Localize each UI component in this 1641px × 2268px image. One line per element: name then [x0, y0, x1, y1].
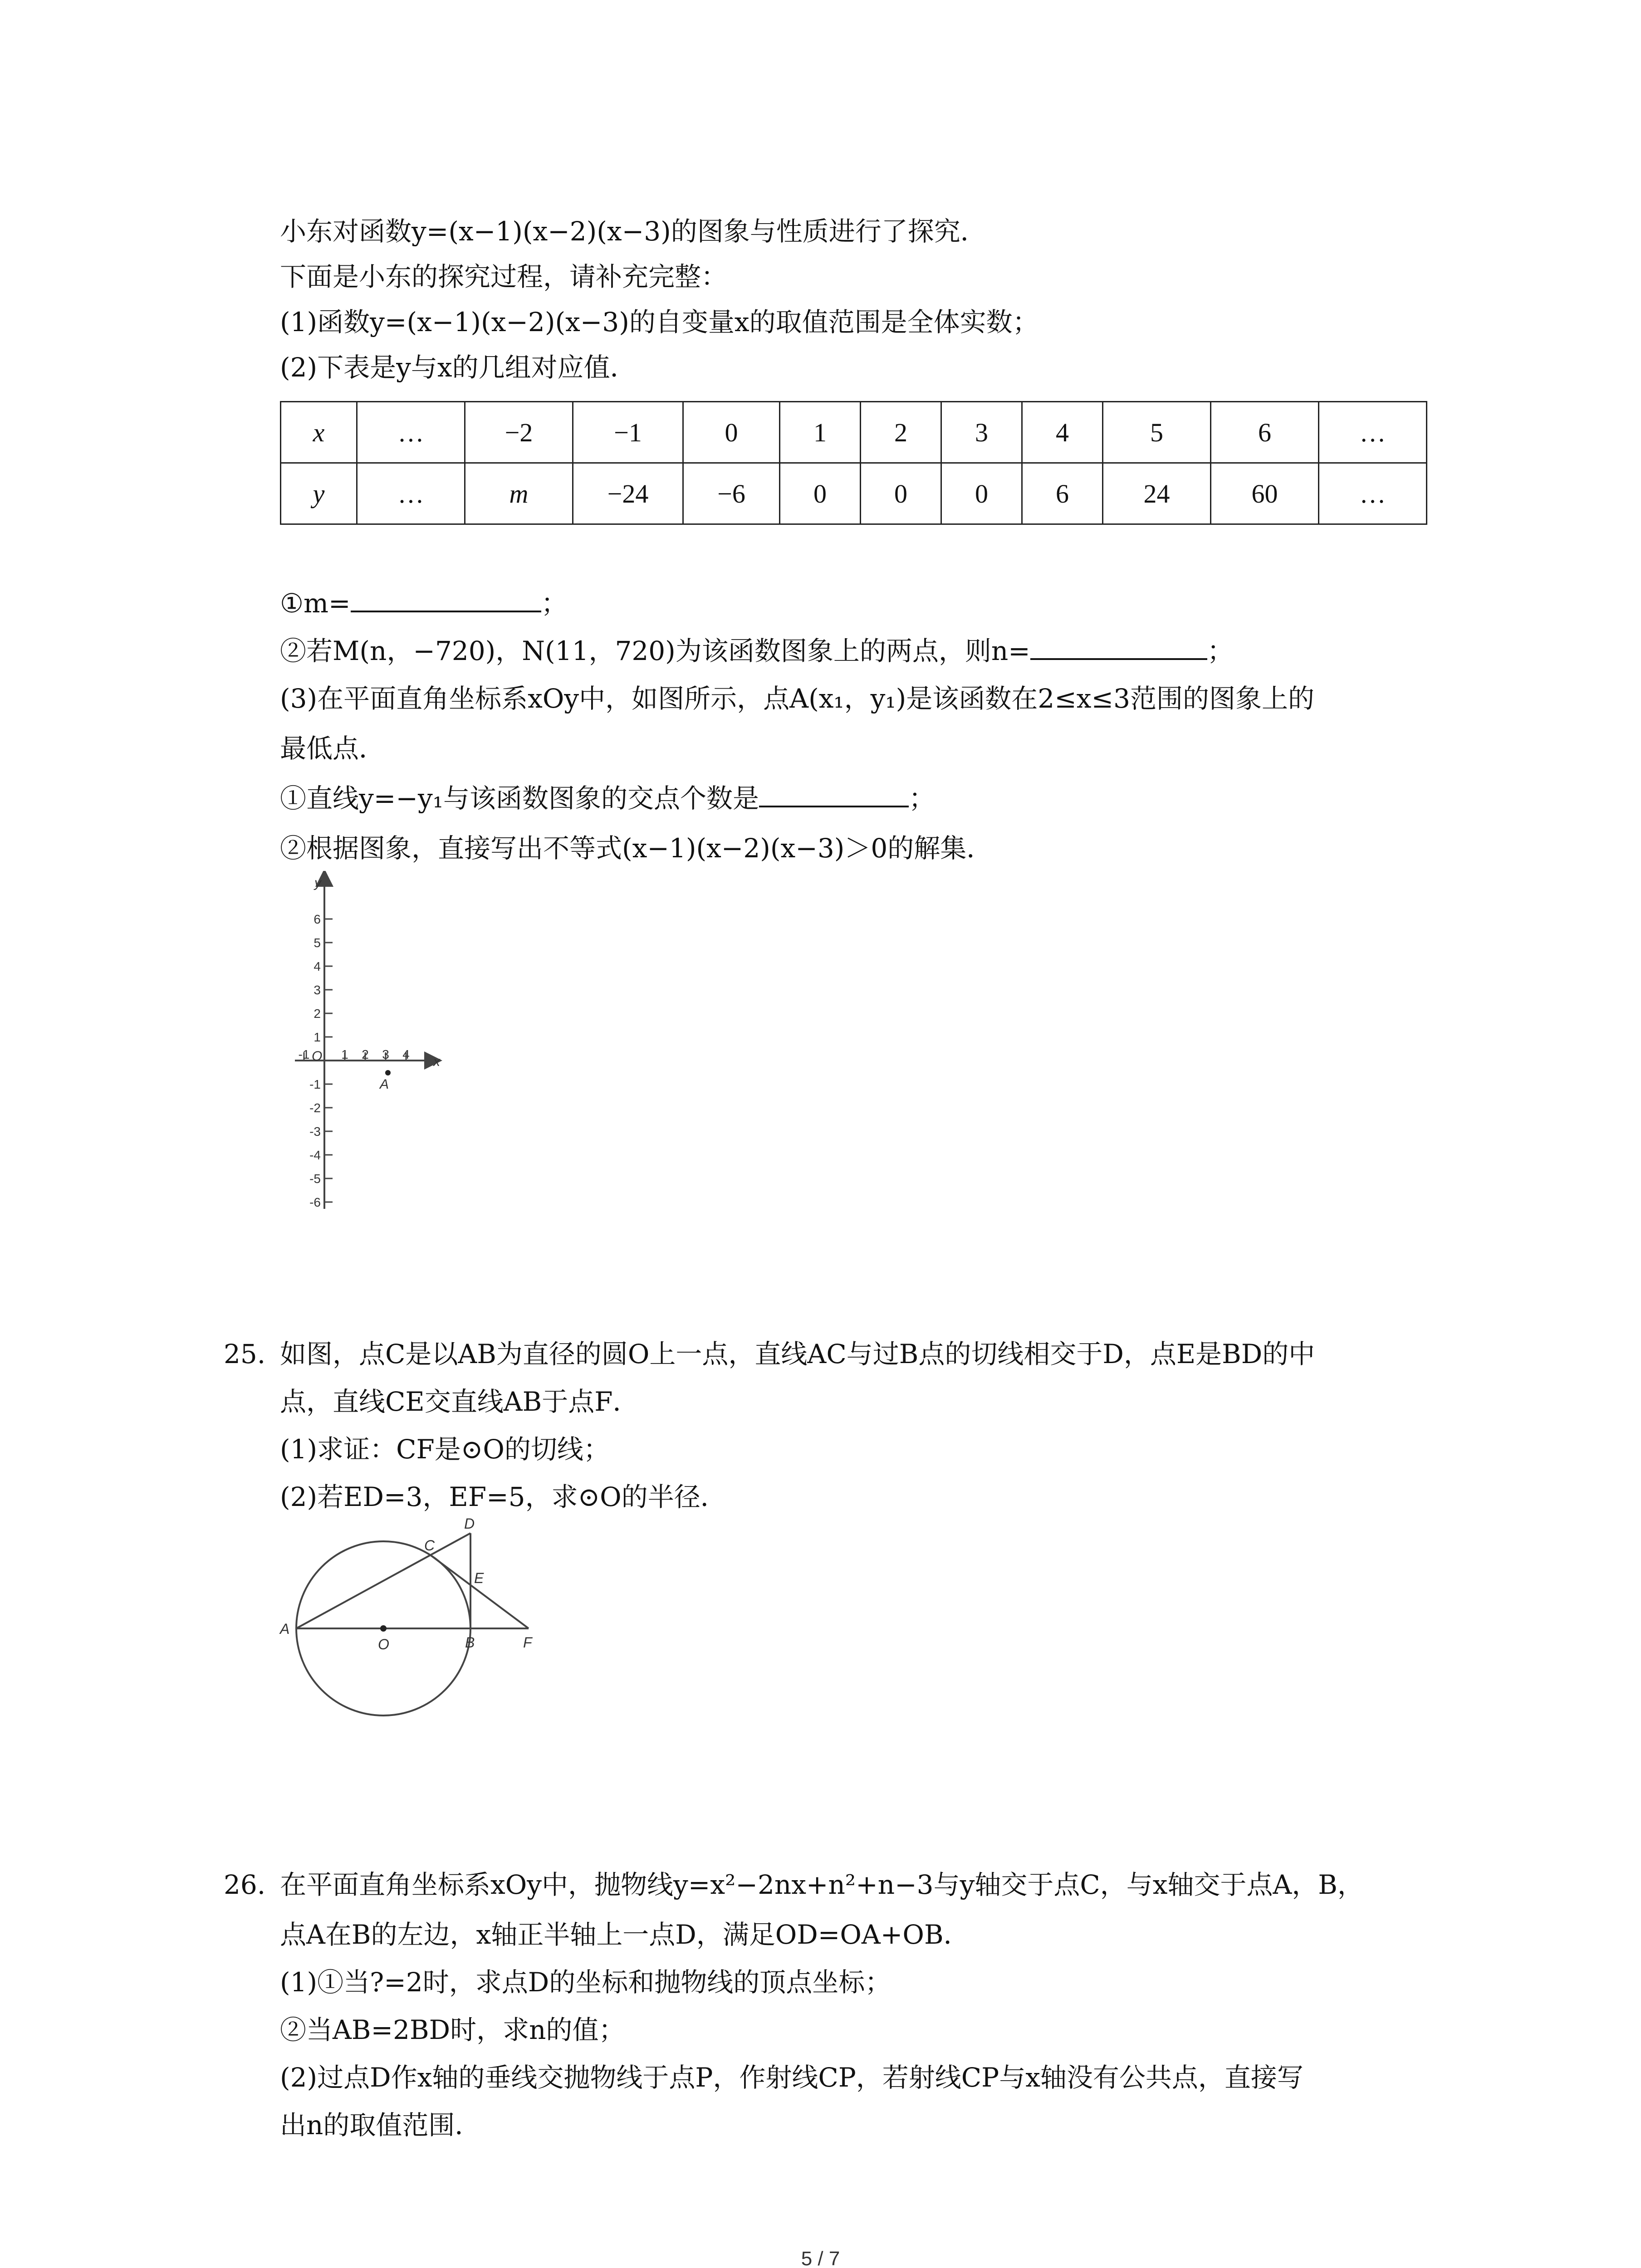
table-cell-row_y-7: 0	[941, 463, 1022, 524]
q24-part3-line1: (3)在平面直角坐标系xOy中，如图所示，点A(x₁，y₁)是该函数在2≤x≤3范围的图象上的	[280, 683, 1315, 714]
origin-label: O	[312, 1049, 323, 1064]
table-cell-row_y-0: y	[281, 463, 357, 524]
q24-part1: (1)函数y=(x−1)(x−2)(x−3)的自变量x的取值范围是全体实数；	[280, 307, 1039, 337]
y-tick-label: -2	[309, 1101, 321, 1115]
x-tick-label: 3	[382, 1047, 389, 1061]
table-cell-row_x-7: 3	[941, 402, 1022, 463]
q24-subq1-end: ；	[541, 588, 568, 619]
y-tick-label: 4	[314, 959, 321, 973]
y-tick-label: -4	[309, 1148, 321, 1162]
q24-subq2	[280, 633, 1234, 669]
answer-blank-n[interactable]	[1030, 635, 1207, 660]
value-table	[280, 401, 1427, 525]
table-cell-row_y-11: …	[1319, 463, 1427, 524]
table-row-x	[281, 402, 1427, 463]
table-cell-row_x-4: 0	[683, 402, 780, 463]
q26-part1-subq2: ②当AB=2BD时，求n的值；	[280, 2014, 625, 2045]
y-tick-label: 6	[314, 912, 321, 926]
table-cell-row_x-9: 5	[1103, 402, 1211, 463]
y-tick-label: 3	[314, 983, 321, 997]
q24-coordinate-graph	[279, 871, 460, 1216]
q25-circle-figure	[274, 1515, 556, 1724]
q24-part3-line2: 最低点．	[280, 733, 386, 764]
table-cell-row_x-0: x	[281, 402, 357, 463]
table-cell-row_x-6: 2	[861, 402, 941, 463]
q25-part1: (1)求证：CF是⊙O的切线；	[280, 1434, 610, 1465]
q25-line1: 如图，点C是以AB为直径的圆O上一点，直线AC与过B点的切线相交于D，点E是BD的中	[280, 1339, 1315, 1369]
y-tick-label: -5	[309, 1172, 321, 1186]
q26-part2-line2: 出n的取值范围．	[280, 2110, 481, 2141]
q24-part3-subq2: ②根据图象，直接写出不等式(x−1)(x−2)(x−3)＞0的解集．	[280, 833, 993, 864]
q26-part2-line1: (2)过点D作x轴的垂线交抛物线于点P，作射线CP，若射线CP与x轴没有公共点，直接写	[280, 2062, 1303, 2093]
table-cell-row_x-2: −2	[465, 402, 573, 463]
table-cell-row_y-2: m	[465, 463, 573, 524]
x-tick-label: 2	[362, 1047, 369, 1061]
point-a-label: A	[380, 1077, 389, 1092]
q24-intro-line1: 小东对函数y=(x−1)(x−2)(x−3)的图象与性质进行了探究．	[280, 216, 987, 247]
y-tick-label: -1	[309, 1077, 321, 1091]
x-axis-label: x	[433, 1054, 440, 1069]
table-cell-row_x-1: …	[357, 402, 465, 463]
page-number: 5 / 7	[801, 2248, 840, 2268]
table-cell-row_y-10: 60	[1211, 463, 1319, 524]
q25-part2: (2)若ED=3，EF=5，求⊙O的半径．	[280, 1481, 727, 1512]
q24-intro-line2: 下面是小东的探究过程，请补充完整：	[280, 261, 728, 292]
y-tick-label: -3	[309, 1124, 321, 1139]
x-tick-label: 1	[341, 1047, 348, 1061]
label-c: C	[424, 1537, 435, 1554]
x-tick-label: -1	[298, 1047, 310, 1061]
table-cell-row_x-8: 4	[1022, 402, 1103, 463]
label-e: E	[474, 1570, 484, 1586]
y-tick-label: 5	[314, 936, 321, 950]
q24-subq2-label: ②若M(n，−720)，N(11，720)为该函数图象上的两点，则n=	[280, 635, 1030, 666]
table-cell-row_x-3: −1	[573, 402, 683, 463]
table-cell-row_y-8: 6	[1022, 463, 1103, 524]
label-a: A	[280, 1621, 290, 1637]
table-cell-row_y-6: 0	[861, 463, 941, 524]
table-row-y	[281, 463, 1427, 524]
y-tick-label: -6	[309, 1195, 321, 1209]
table-cell-row_y-5: 0	[780, 463, 861, 524]
answer-blank-m[interactable]	[351, 588, 541, 612]
q24-part3-subq1	[280, 780, 935, 816]
q26-line2: 点A在B的左边，x轴正半轴上一点D，满足OD=OA+OB．	[280, 1919, 970, 1950]
center-o-dot	[380, 1625, 387, 1632]
table-cell-row_y-1: …	[357, 463, 465, 524]
q24-part2: (2)下表是y与x的几组对应值．	[280, 352, 637, 383]
y-tick-label: 1	[314, 1030, 321, 1044]
q24-subq1-label: ①m=	[280, 588, 351, 619]
q25-number: 25.	[224, 1339, 266, 1369]
table-cell-row_x-5: 1	[780, 402, 861, 463]
label-o: O	[378, 1636, 389, 1652]
table-cell-row_y-3: −24	[573, 463, 683, 524]
q25-line2: 点，直线CE交直线AB于点F．	[280, 1386, 639, 1417]
q24-part3-subq1-end: ；	[908, 783, 935, 814]
table-cell-row_y-4: −6	[683, 463, 780, 524]
label-d: D	[464, 1515, 475, 1532]
q24-subq2-end: ；	[1207, 635, 1234, 666]
y-axis-label: y	[314, 875, 321, 890]
q26-number: 26.	[224, 1869, 266, 1900]
y-tick-label: 2	[314, 1007, 321, 1021]
q24-subq1	[280, 585, 568, 621]
x-tick-label: 4	[402, 1047, 410, 1061]
q26-part1: (1)①当?=2时，求点D的坐标和抛物线的顶点坐标；	[280, 1967, 892, 1998]
q26-line1: 在平面直角坐标系xOy中，抛物线y=x²−2nx+n²+n−3与y轴交于点C，与x轴交于点A，B，	[280, 1869, 1364, 1900]
table-cell-row_x-10: 6	[1211, 402, 1319, 463]
table-cell-row_y-9: 24	[1103, 463, 1211, 524]
label-f: F	[523, 1634, 532, 1651]
label-b: B	[465, 1634, 475, 1651]
q24-part3-subq1-label: ①直线y=−y₁与该函数图象的交点个数是	[280, 783, 759, 814]
table-cell-row_x-11: …	[1319, 402, 1427, 463]
answer-blank-count[interactable]	[759, 783, 909, 807]
point-a-dot	[385, 1070, 391, 1075]
line-ad	[296, 1533, 470, 1628]
line-cf	[431, 1556, 529, 1628]
